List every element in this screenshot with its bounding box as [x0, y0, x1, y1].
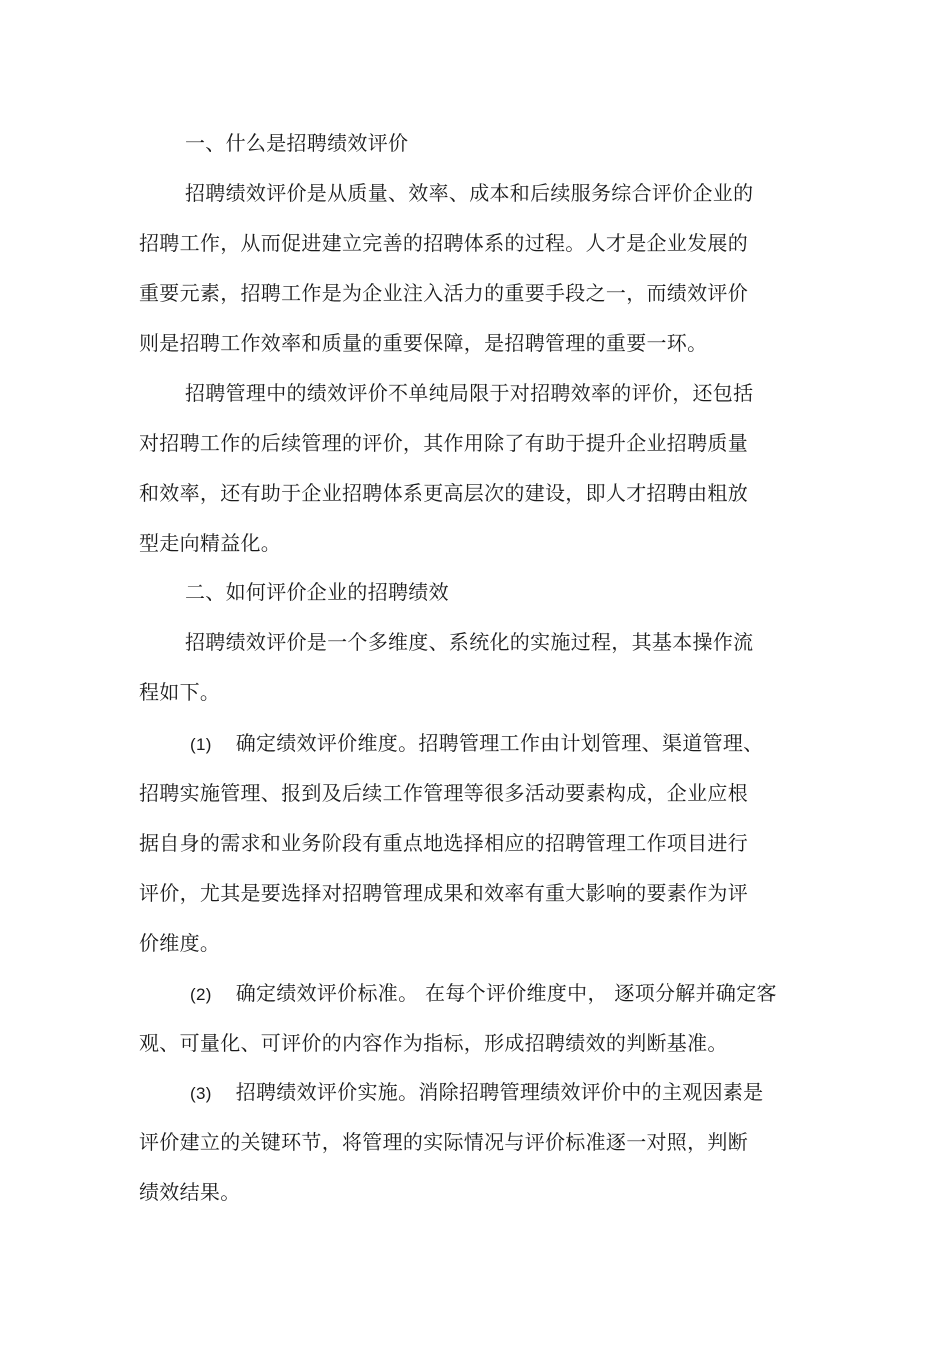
- list-item-text: 确定绩效评价标准。 在每个评价维度中， 逐项分解并确定客: [235, 981, 777, 1005]
- section-heading-2: 二、如何评价企业的招聘绩效: [185, 580, 449, 604]
- paragraph-line: 招聘工作，从而促进建立完善的招聘体系的过程。人才是企业发展的: [139, 231, 748, 255]
- paragraph-line: 绩效结果。: [139, 1180, 241, 1204]
- paragraph-line: 和效率，还有助于企业招聘体系更高层次的建设，即人才招聘由粗放: [139, 481, 748, 505]
- paragraph-line: 据自身的需求和业务阶段有重点地选择相应的招聘管理工作项目进行: [139, 831, 748, 855]
- paragraph-line: 重要元素，招聘工作是为企业注入活力的重要手段之一，而绩效评价: [139, 281, 748, 305]
- list-item-number: (2): [190, 985, 212, 1004]
- list-item-3-first-line: [190, 1078, 764, 1108]
- paragraph-line: 价维度。: [139, 931, 221, 955]
- paragraph-line: 对招聘工作的后续管理的评价，其作用除了有助于提升企业招聘质量: [139, 431, 748, 455]
- paragraph-line: 观、可量化、可评价的内容作为指标，形成招聘绩效的判断基准。: [139, 1031, 728, 1055]
- list-item-number: (1): [190, 735, 212, 754]
- list-item-number: (3): [190, 1084, 212, 1103]
- paragraph-line: 评价，尤其是要选择对招聘管理成果和效率有重大影响的要素作为评: [139, 881, 748, 905]
- paragraph-line: 则是招聘工作效率和质量的重要保障，是招聘管理的重要一环。: [139, 331, 708, 355]
- paragraph-line: 招聘绩效评价是一个多维度、系统化的实施过程，其基本操作流: [185, 630, 754, 654]
- paragraph-line: 型走向精益化。: [139, 531, 282, 555]
- paragraph-line: 评价建立的关键环节，将管理的实际情况与评价标准逐一对照，判断: [139, 1130, 748, 1154]
- list-item-1-first-line: [190, 729, 764, 759]
- paragraph-line: 招聘管理中的绩效评价不单纯局限于对招聘效率的评价，还包括: [185, 381, 754, 405]
- paragraph-line: 招聘实施管理、报到及后续工作管理等很多活动要素构成，企业应根: [139, 781, 748, 805]
- list-item-text: 确定绩效评价维度。招聘管理工作由计划管理、渠道管理、: [235, 731, 764, 755]
- list-item-2-first-line: [190, 979, 777, 1009]
- section-heading-1: 一、什么是招聘绩效评价: [185, 131, 409, 155]
- list-item-text: 招聘绩效评价实施。消除招聘管理绩效评价中的主观因素是: [235, 1080, 764, 1104]
- paragraph-line: 程如下。: [139, 680, 221, 704]
- paragraph-line: 招聘绩效评价是从质量、效率、成本和后续服务综合评价企业的: [185, 181, 754, 205]
